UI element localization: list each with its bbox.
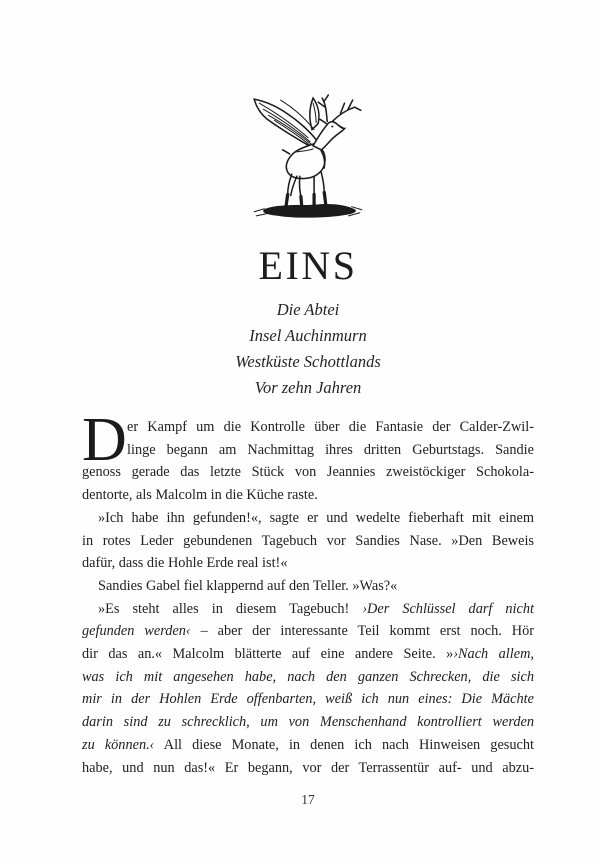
location-line: Westküste Schottlands: [235, 352, 381, 371]
body-line: dentorte, als Malcolm in die Küche raste.: [82, 487, 318, 504]
body-line: genoss gerade das letzte Stück von Jeannies zweistöckiger Schokola-: [82, 464, 534, 481]
location-line: Vor zehn Jahren: [254, 378, 362, 397]
body-line: in rotes Leder gebundenen Tagebuch vor Sandies Nase. »Den Beweis: [82, 532, 534, 549]
body-line: gefunden werden‹ – aber der interessante Teil kommt erst noch. Hör: [82, 623, 534, 640]
drop-cap: D: [82, 406, 127, 474]
body-lines: [82, 406, 534, 779]
body-line: dir das an.« Malcolm blätterte auf eine andere Seite. »›Nach allem,: [82, 646, 534, 663]
body-line: dafür, dass die Hohle Erde real ist!«: [82, 555, 288, 572]
body-line: er Kampf um die Kontrolle über die Fantasie der Calder-Zwil-: [127, 419, 534, 435]
body-line: »Es steht alles in diesem Tagebuch! ›Der Schlüssel darf nicht: [98, 600, 534, 617]
body-text: [82, 406, 534, 779]
chapter-head: [82, 0, 534, 401]
body-line: mir in der Hohlen Erde offenbarten, weiß ich nun eines: Die Mächte: [82, 691, 534, 708]
body-line: was ich mit angesehen habe, nach den ganzen Schrecken, die sich: [82, 668, 534, 685]
body-line: linge begann am Nachmittag ihres dritten Geburtstags. Sandie: [127, 441, 534, 458]
winged-stag-illustration: [251, 93, 365, 227]
body-line: Sandies Gabel fiel klappernd auf den Teller. »Was?«: [98, 577, 398, 594]
body-line: zu können.‹ All diese Monate, in denen ich nach Hinweisen gesucht: [82, 736, 534, 753]
location-block: [82, 297, 534, 401]
body-line: darin sind zu schrecklich, um von Menschenhand kontrolliert werden: [82, 714, 534, 731]
body-line: habe, und nun das!« Er begann, vor der Terrassentür auf- und abzu-: [82, 759, 534, 776]
body-line: »Ich habe ihn gefunden!«, sagte er und wedelte fieberhaft mit einem: [98, 509, 534, 526]
location-line: Die Abtei: [276, 300, 340, 319]
page-number: 17: [301, 792, 315, 808]
chapter-title: EINS: [258, 243, 358, 288]
location-line: Insel Auchinmurn: [249, 326, 367, 345]
